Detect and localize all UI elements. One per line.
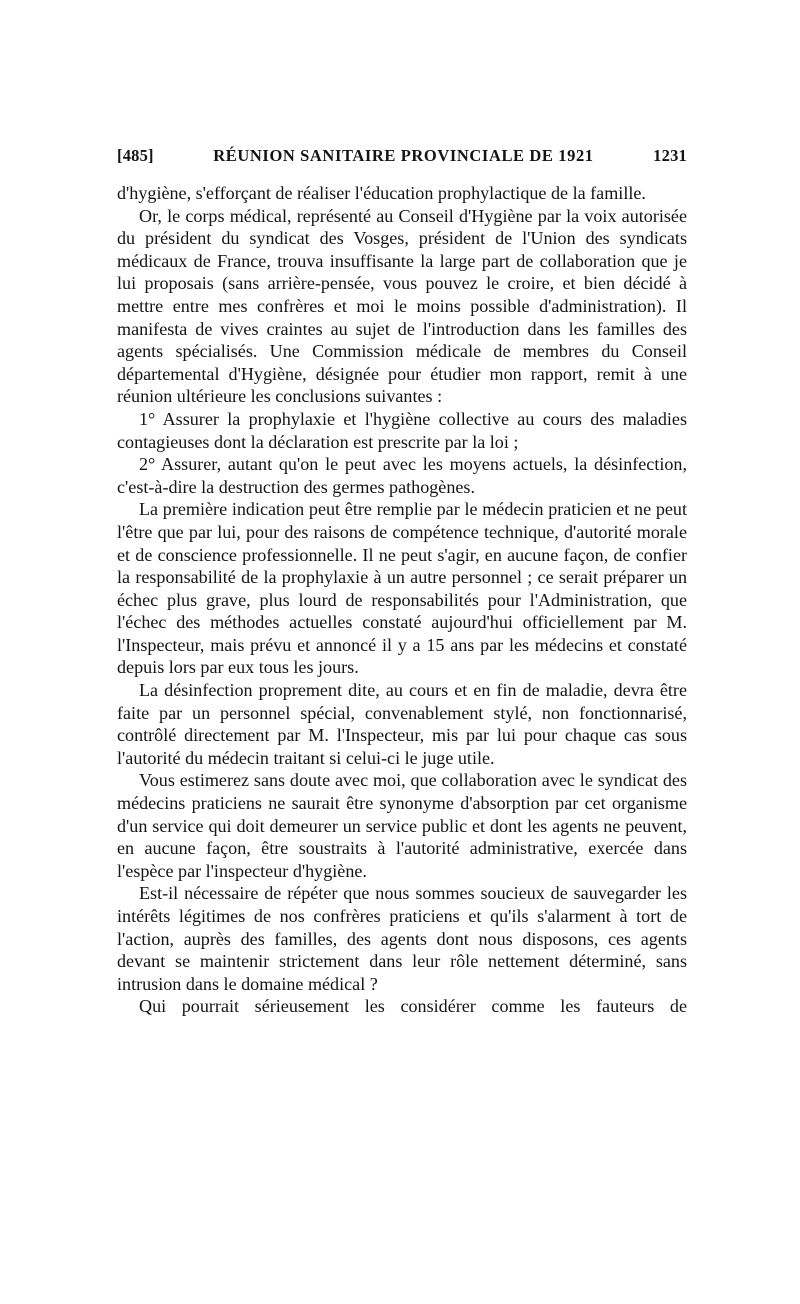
paragraph-truncated: Qui pourrait sérieusement les considérer comme les fauteurs de — [139, 996, 687, 1017]
running-title: RÉUNION SANITAIRE PROVINCIALE DE 1921 — [213, 146, 594, 165]
paragraph: Est-il nécessaire de répéter que nous sommes soucieux de sauvegarder les intérêts légitimes de nos confrères praticiens et qu'ils s'alarment à tort de l'action, auprès des familles, des agents dont nous disposons, ces agents devant se maintenir strictement dans leur rôle nettement déterminé, sans intrusion dans le domaine médical ? — [117, 883, 687, 994]
paragraph: La première indication peut être remplie par le médecin praticien et ne peut l'être que par lui, pour des raisons de compétence technique, d'autorité morale et de conscience professionnelle. Il ne peut s'agir, en aucune façon, de confier la responsabilité de la prophylaxie à un autre personnel ; ce serait préparer un échec plus grave, plus lourd de responsabilités pour l'Administration, que l'échec des méthodes actuelles constaté aujourd'hui officiellement par M. l'Inspecteur, mais prévu et annoncé il y a 15 ans par les médecins et constaté depuis lors par eux tous les jours. — [117, 499, 687, 678]
page-number: 1231 — [653, 146, 687, 165]
paragraph-continuation: d'hygiène, s'efforçant de réaliser l'éducation prophylactique de la famille. — [117, 183, 646, 203]
paragraph-item-2: 2° Assurer, autant qu'on le peut avec les moyens actuels, la désinfection, c'est-à-dire la destruction des germes pathogènes. — [117, 454, 687, 497]
paragraph: La désinfection proprement dite, au cours et en fin de maladie, devra être faite par un personnel spécial, convenablement stylé, non fonctionnarisé, contrôlé directement par M. l'Inspecteur, mis par lui pour chaque cas sous l'autorité du médecin traitant si celui-ci le juge utile. — [117, 680, 687, 768]
body-text — [117, 182, 687, 1018]
document-page — [117, 146, 687, 1018]
running-header — [117, 146, 687, 170]
paragraph-item-1: 1° Assurer la prophylaxie et l'hygiène collective au cours des maladies contagieuses dont la déclaration est prescrite par la loi ; — [117, 408, 687, 452]
paragraph: Or, le corps médical, représenté au Conseil d'Hygiène par la voix autorisée du président du syndicat des Vosges, président de l'Union des syndicats médicaux de France, trouva insuffisante la large part de collaboration que je lui proposais (sans arrière-pensée, vous pouvez le croire, et bien décidé à mettre entre mes confrères et moi le moins possible d'administration). Il manifesta de vives craintes au sujet de l'introduction dans les familles des agents spécialisés. Une Commission médicale de membres du Conseil départemental d'Hygiène, désignée pour étudier mon rapport, remit à une réunion ultérieure les conclusions suivantes : — [117, 205, 687, 407]
paragraph: Vous estimerez sans doute avec moi, que collaboration avec le syndicat des médecins praticiens ne saurait être synonyme d'absorption par cet organisme d'un service qui doit demeurer un service public et dont les agents ne peuvent, en aucune façon, être soustraits à l'autorité administrative, exercée dans l'espèce par l'inspecteur d'hygiène. — [117, 770, 687, 881]
page-reference: [485] — [117, 146, 154, 165]
